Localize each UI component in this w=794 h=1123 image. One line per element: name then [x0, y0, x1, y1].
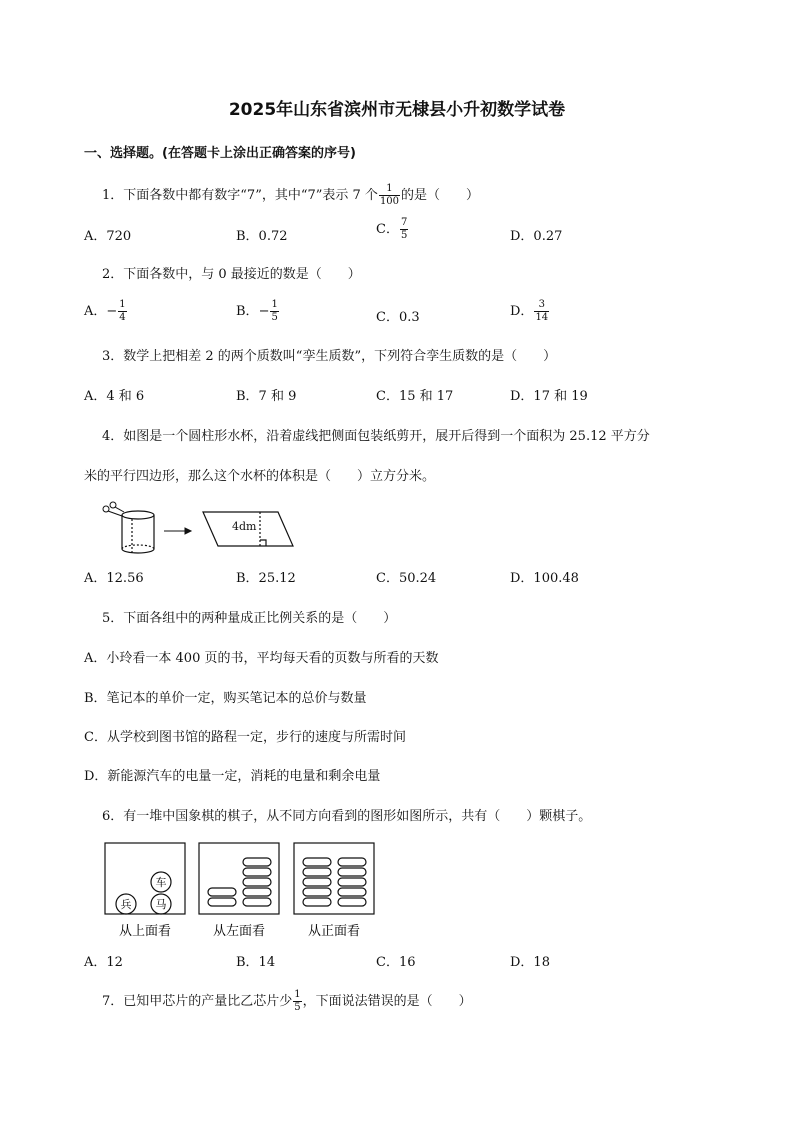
q3-option-d[interactable]: D．17 和 19	[510, 389, 588, 404]
page-title: 2025年山东省滨州市无棣县小升初数学试卷	[228, 100, 566, 120]
caption-top-view: 从上面看	[118, 924, 172, 939]
numerator: 1	[119, 299, 126, 310]
option-label: B．	[236, 304, 259, 319]
arrow-icon	[164, 528, 191, 534]
q1-option-c[interactable]	[376, 218, 409, 241]
question-3-stem: 3．数学上把相差 2 的两个质数叫“孪生质数”，下列符合孪生质数的是（ ）	[102, 349, 557, 364]
cup-unfold-figure	[100, 498, 300, 558]
q3-option-a[interactable]: A．4 和 6	[84, 389, 145, 404]
q6-option-a[interactable]: A．12	[84, 955, 123, 970]
caption-front-view: 从正面看	[307, 924, 361, 939]
question-4-stem-line1: 4．如图是一个圆柱形水杯，沿着虚线把侧面包装纸剪开，展开后得到一个面积为 25.12 平方分	[102, 429, 650, 444]
q2-option-c[interactable]: C．0.3	[376, 310, 420, 325]
q3-option-b[interactable]: B．7 和 9	[236, 389, 297, 404]
q4-option-d[interactable]: D．100.48	[510, 571, 579, 586]
fraction	[379, 184, 400, 207]
denominator: 4	[119, 312, 126, 323]
denominator: 5	[400, 230, 408, 241]
q2-option-d[interactable]	[510, 300, 550, 323]
denominator: 14	[535, 312, 549, 323]
caption-left-view: 从左面看	[212, 924, 266, 939]
question-5-stem: 5．下面各组中的两种量成正比例关系的是（ ）	[102, 611, 397, 626]
fraction	[400, 218, 408, 241]
question-7-stem: 7．已知甲芯片的产量比乙芯片少	[102, 994, 293, 1009]
question-4-stem-line2: 米的平行四边形，那么这个水杯的体积是（ ）立方分米。	[84, 469, 436, 484]
numerator: 1	[386, 183, 393, 194]
fraction	[118, 300, 126, 323]
q1-option-d[interactable]: D．0.27	[510, 229, 563, 244]
piece-che: 车	[155, 876, 167, 889]
height-label: 4dm	[232, 520, 257, 533]
question-2-stem: 2．下面各数中，与 0 最接近的数是（ ）	[102, 267, 361, 282]
q3-option-c[interactable]: C．15 和 17	[376, 389, 454, 404]
fraction	[534, 300, 549, 323]
question-7-stem-end: ，下面说法错误的是（ ）	[302, 994, 472, 1009]
denominator: 100	[379, 196, 400, 207]
q1-option-b[interactable]: B．0.72	[236, 229, 288, 244]
option-label: D．	[510, 304, 534, 319]
section-heading: 一、选择题。(在答题卡上涂出正确答案的序号)	[84, 146, 356, 161]
piece-bing: 兵	[120, 898, 132, 911]
numerator: 1	[271, 299, 278, 310]
front-view	[294, 843, 374, 914]
q2-option-b[interactable]	[236, 300, 280, 323]
cylinder-cup	[122, 511, 154, 553]
question-7	[102, 990, 472, 1013]
q4-option-a[interactable]: A．12.56	[84, 571, 144, 586]
question-1-stem-end: 的是（ ）	[401, 188, 480, 203]
fraction	[293, 990, 301, 1013]
left-view	[199, 843, 279, 914]
q5-option-d[interactable]: D．新能源汽车的电量一定，消耗的电量和剩余电量	[84, 769, 381, 784]
question-1-stem: 1．下面各数中都有数字“7”，其中“7”表示 7 个	[102, 188, 378, 203]
q6-option-b[interactable]: B．14	[236, 955, 276, 970]
numerator: 7	[400, 217, 408, 228]
q5-option-a[interactable]: A．小玲看一本 400 页的书，平均每天看的页数与所看的天数	[84, 651, 439, 666]
minus-sign: −	[106, 304, 118, 319]
q4-option-c[interactable]: C．50.24	[376, 571, 437, 586]
q6-option-c[interactable]: C．16	[376, 955, 416, 970]
denominator: 5	[271, 312, 278, 323]
question-6-stem: 6．有一堆中国象棋的棋子，从不同方向看到的图形如图所示，共有（ ）颗棋子。	[102, 809, 592, 824]
q2-option-a[interactable]	[84, 300, 128, 323]
denominator: 5	[294, 1002, 301, 1013]
top-view	[105, 843, 185, 914]
q5-option-c[interactable]: C．从学校到图书馆的路程一定，步行的速度与所需时间	[84, 730, 406, 745]
fraction	[270, 300, 278, 323]
piece-ma: 马	[155, 898, 167, 911]
scissors-icon	[103, 502, 124, 516]
option-label: C．	[376, 222, 399, 237]
q4-option-b[interactable]: B．25.12	[236, 571, 296, 586]
q1-option-a[interactable]: A．720	[84, 229, 132, 244]
numerator: 1	[294, 989, 301, 1000]
numerator: 3	[538, 299, 545, 310]
option-label: A．	[84, 304, 107, 319]
q6-option-d[interactable]: D．18	[510, 955, 550, 970]
question-1	[102, 184, 479, 207]
q5-option-b[interactable]: B．笔记本的单价一定，购买笔记本的总价与数量	[84, 691, 367, 706]
chess-views-figure	[104, 842, 379, 942]
minus-sign: −	[258, 304, 270, 319]
